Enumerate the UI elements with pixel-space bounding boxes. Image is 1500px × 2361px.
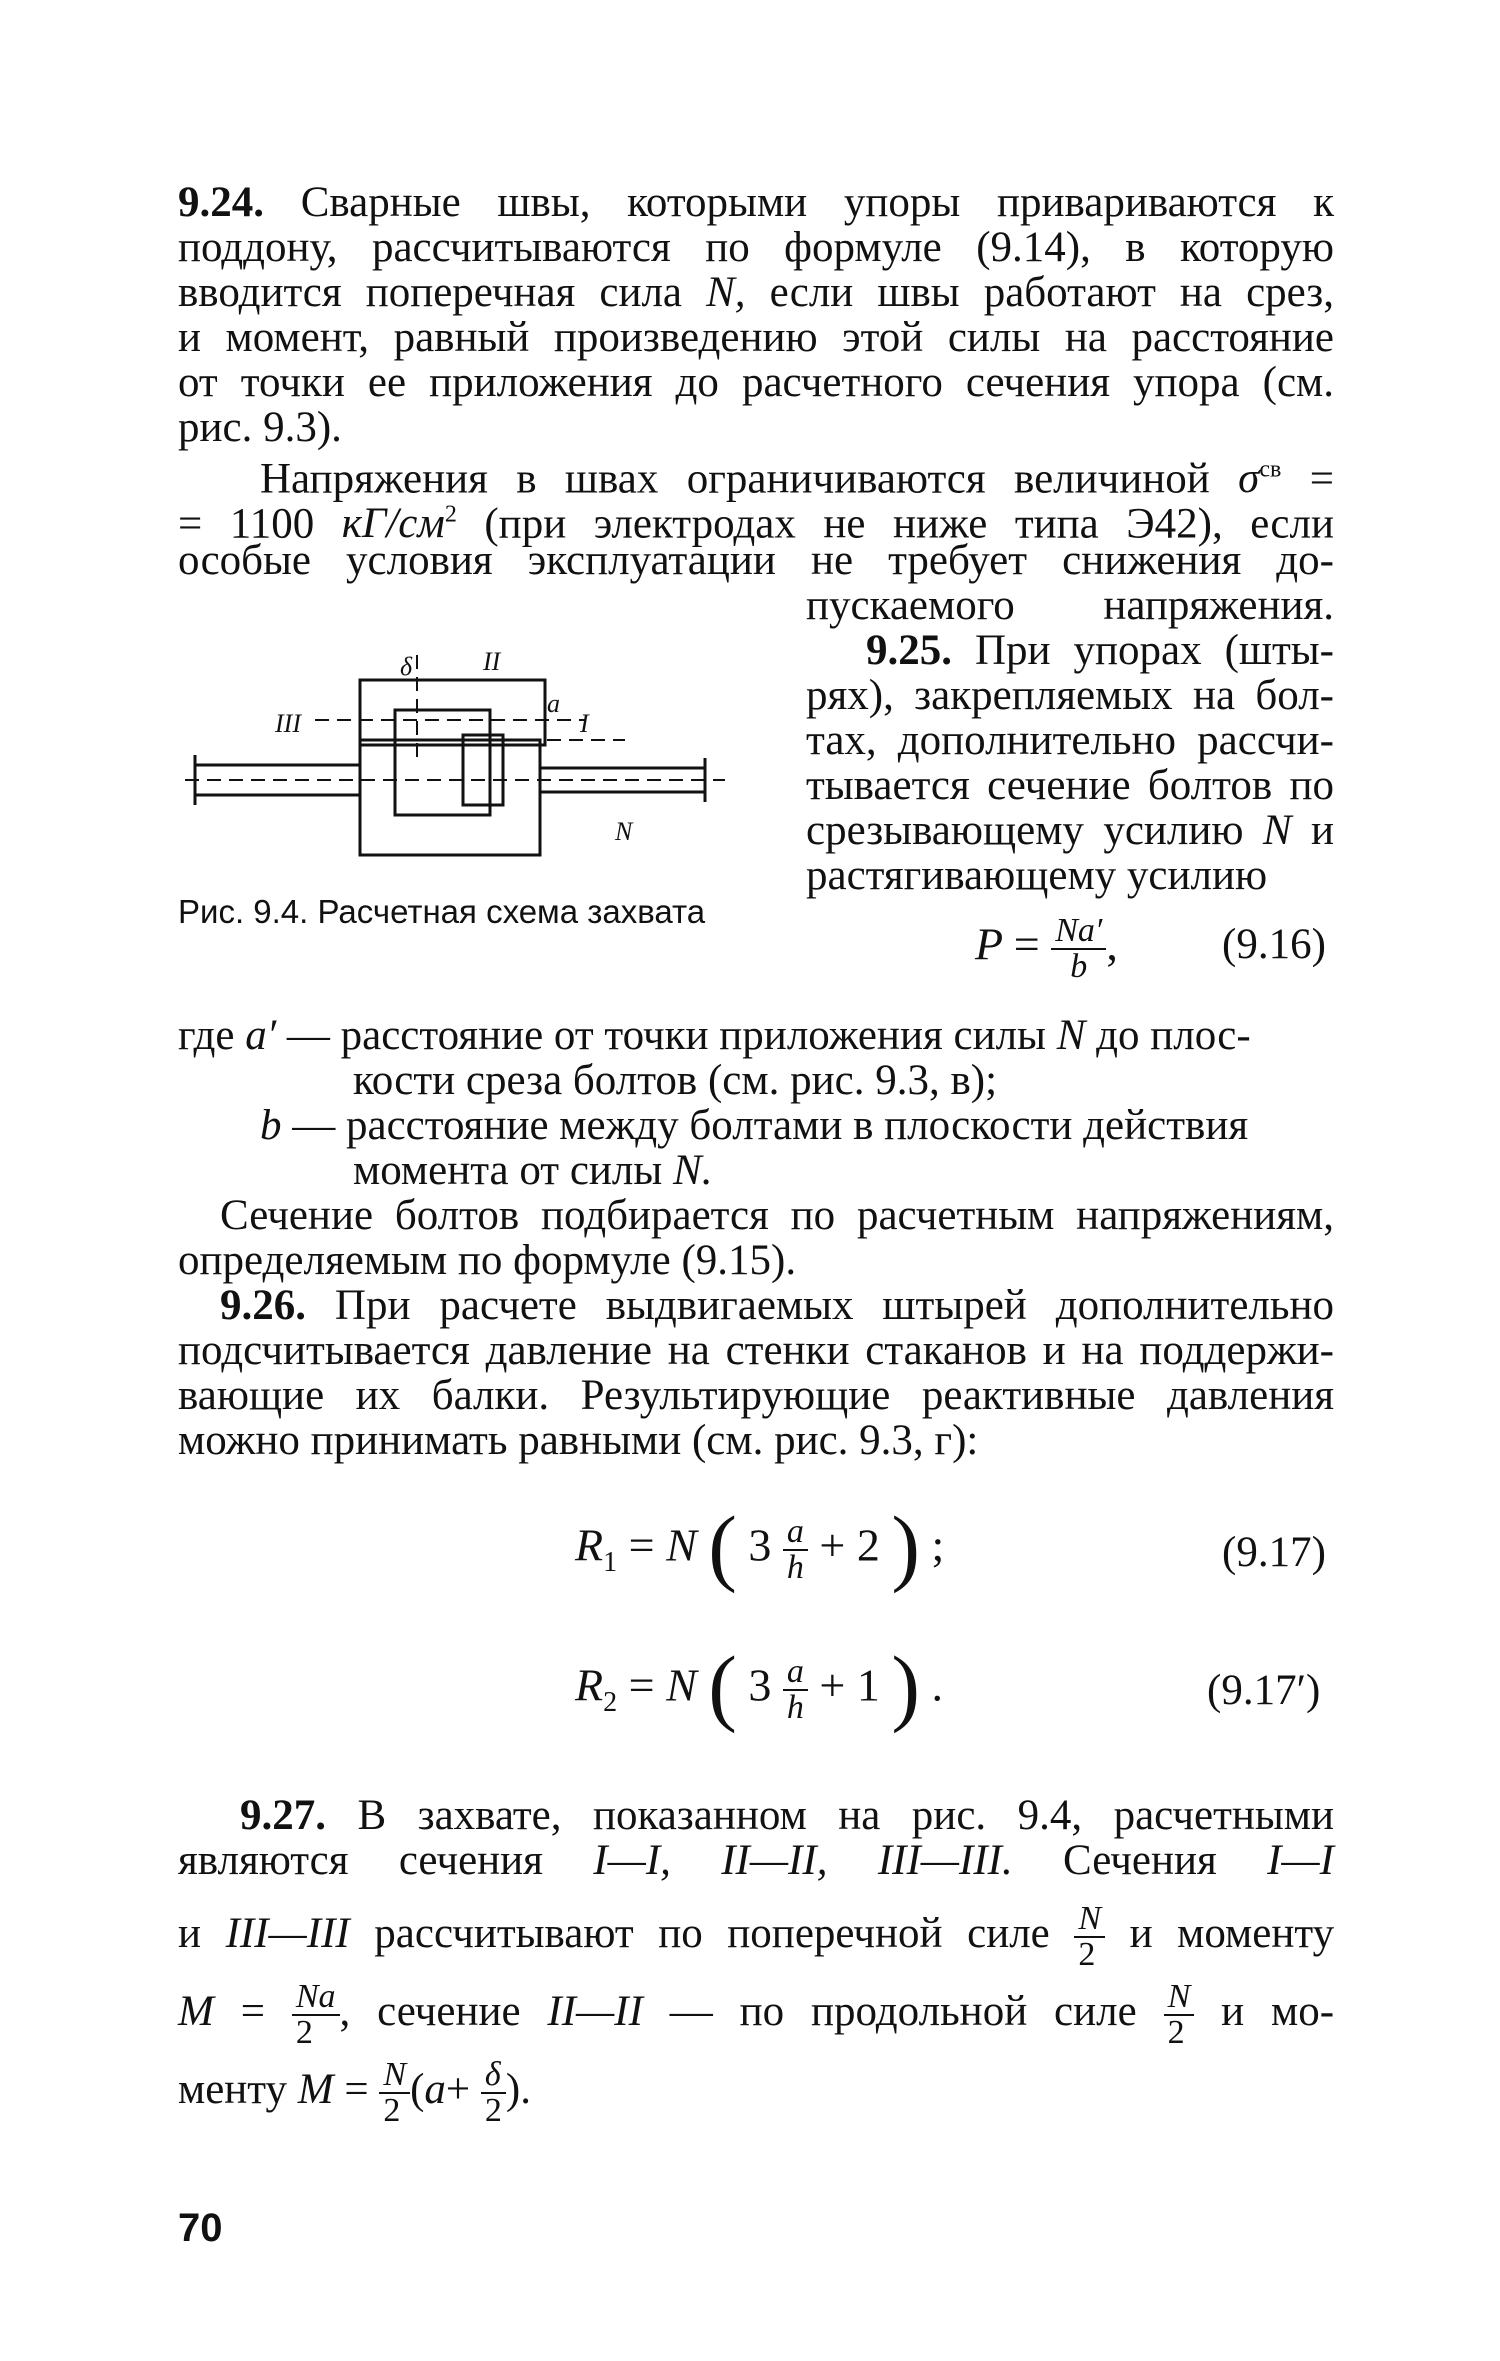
p924-line-4: и момент, равный произведению этой силы на расстояние (178, 314, 1334, 361)
p924-line-5: от точки ее приложения до расчетного сечения упора (см. (178, 359, 1334, 406)
p927-line-5: менту M = $\frac{N}{2}$ (a+ $\frac{\delta}{2}$ ). (178, 2056, 531, 2129)
p926-line-4: можно принимать равными (см. рис. 9.3, г): (178, 1417, 979, 1464)
p924-line-2: поддону, рассчитываются по формуле (9.14), в которую (178, 224, 1334, 271)
p924-line-3: вводится поперечная сила N, если швы работают на срез, (178, 269, 1335, 316)
section-line-1: Сечение болтов подбирается по расчетным напряжениям, (220, 1192, 1334, 1239)
figure-caption: Рис. 9.4. Расчетная схема захвата (178, 893, 706, 930)
def-b-line-1: b — расстояние между болтами в плоскости действия (260, 1102, 1249, 1149)
figure-label-delta: δ (400, 652, 413, 681)
equation-9-17-prime: $R_2 = N$ ( 3 $\frac{a}{h}$ + 1 ) . (575, 1638, 943, 1734)
figure-label-N: N (615, 817, 633, 846)
stress-line-2: = 1100 $кГ/см^2$ (при электродах не ниже типа Э42), если (178, 500, 1334, 548)
p927-line-4: M = $\frac{Na}{2}$ , сечение II—II — по продольной силе $\frac{N}{2}$ и мо- (178, 1978, 1335, 2051)
upper-plate (360, 680, 545, 745)
figure-grip-schematic (185, 640, 745, 870)
equation-9-16-label: (9.16) (1222, 921, 1326, 968)
stress-line-3: особые условия эксплуатации не требует снижения до- (178, 537, 1334, 584)
p924-line-1: 9.24. Сварные швы, которыми упоры привариваются к (178, 179, 1335, 226)
section-line-2: определяемым по формуле (9.15). (178, 1237, 797, 1284)
p927-line-3: и III—III рассчитывают по поперечной силе $\frac{N}{2}$ и моменту (178, 1900, 1335, 1973)
figure-label-I: I (580, 709, 589, 738)
p927-line-1: 9.27. В захвате, показанном на рис. 9.4, расчетными (240, 1792, 1335, 1839)
p927-line-2: являются сечения I—I, II—II, III—III. Сечения I—I (178, 1837, 1334, 1884)
equation-9-16: P = $\frac{Na'}{b}$ , (975, 912, 1118, 985)
figure-label-a: a (547, 689, 560, 718)
p925-line-6: растягивающему усилию (806, 852, 1268, 899)
equation-9-17-prime-label: (9.17′) (1207, 1667, 1321, 1714)
p926-number: 9.26. (220, 1282, 306, 1329)
equation-9-17: $R_1 = N$ ( 3 $\frac{a}{h}$ + 2 ) ; (575, 1498, 945, 1594)
p925-line-5: срезывающему усилию N и (806, 807, 1334, 854)
equation-9-17-label: (9.17) (1222, 1529, 1326, 1576)
def-a-line-2: кости среза болтов (см. рис. 9.3, в); (353, 1057, 998, 1104)
p927-number: 9.27. (240, 1792, 326, 1839)
inner-block (395, 710, 490, 815)
p926-line-3: вающие их балки. Результирующие реактивные давления (178, 1372, 1334, 1419)
p925-line-4: тывается сечение болтов по (806, 762, 1334, 809)
p925-line-1: 9.25. При упорах (шты- (866, 627, 1334, 674)
p925-line-2: рях), закрепляемых на бол- (806, 672, 1334, 719)
page-number: 70 (178, 2206, 223, 2250)
figure-label-II: II (483, 647, 501, 676)
stress-line-4: пускаемого напряжения. (806, 582, 1334, 629)
p924-number: 9.24. (178, 179, 264, 226)
def-a-line-1: где a′ — расстояние от точки приложения силы N до плос- (178, 1012, 1251, 1059)
housing-outer (360, 740, 540, 855)
p926-line-1: 9.26. При расчете выдвигаемых штырей дополнительно (220, 1282, 1334, 1329)
p926-line-2: подсчитывается давление на стенки стаканов и на поддержи- (178, 1327, 1334, 1374)
p924-line-6: рис. 9.3). (178, 404, 342, 451)
def-b-line-2: момента от силы N. (353, 1147, 713, 1194)
p925-line-3: тах, дополнительно рассчи- (806, 717, 1334, 764)
figure-label-III: III (275, 709, 301, 738)
stress-line-1: Напряжения в швах ограничиваются величиной $\sigma^{св}$ = (260, 455, 1335, 503)
p925-number: 9.25. (866, 627, 952, 674)
